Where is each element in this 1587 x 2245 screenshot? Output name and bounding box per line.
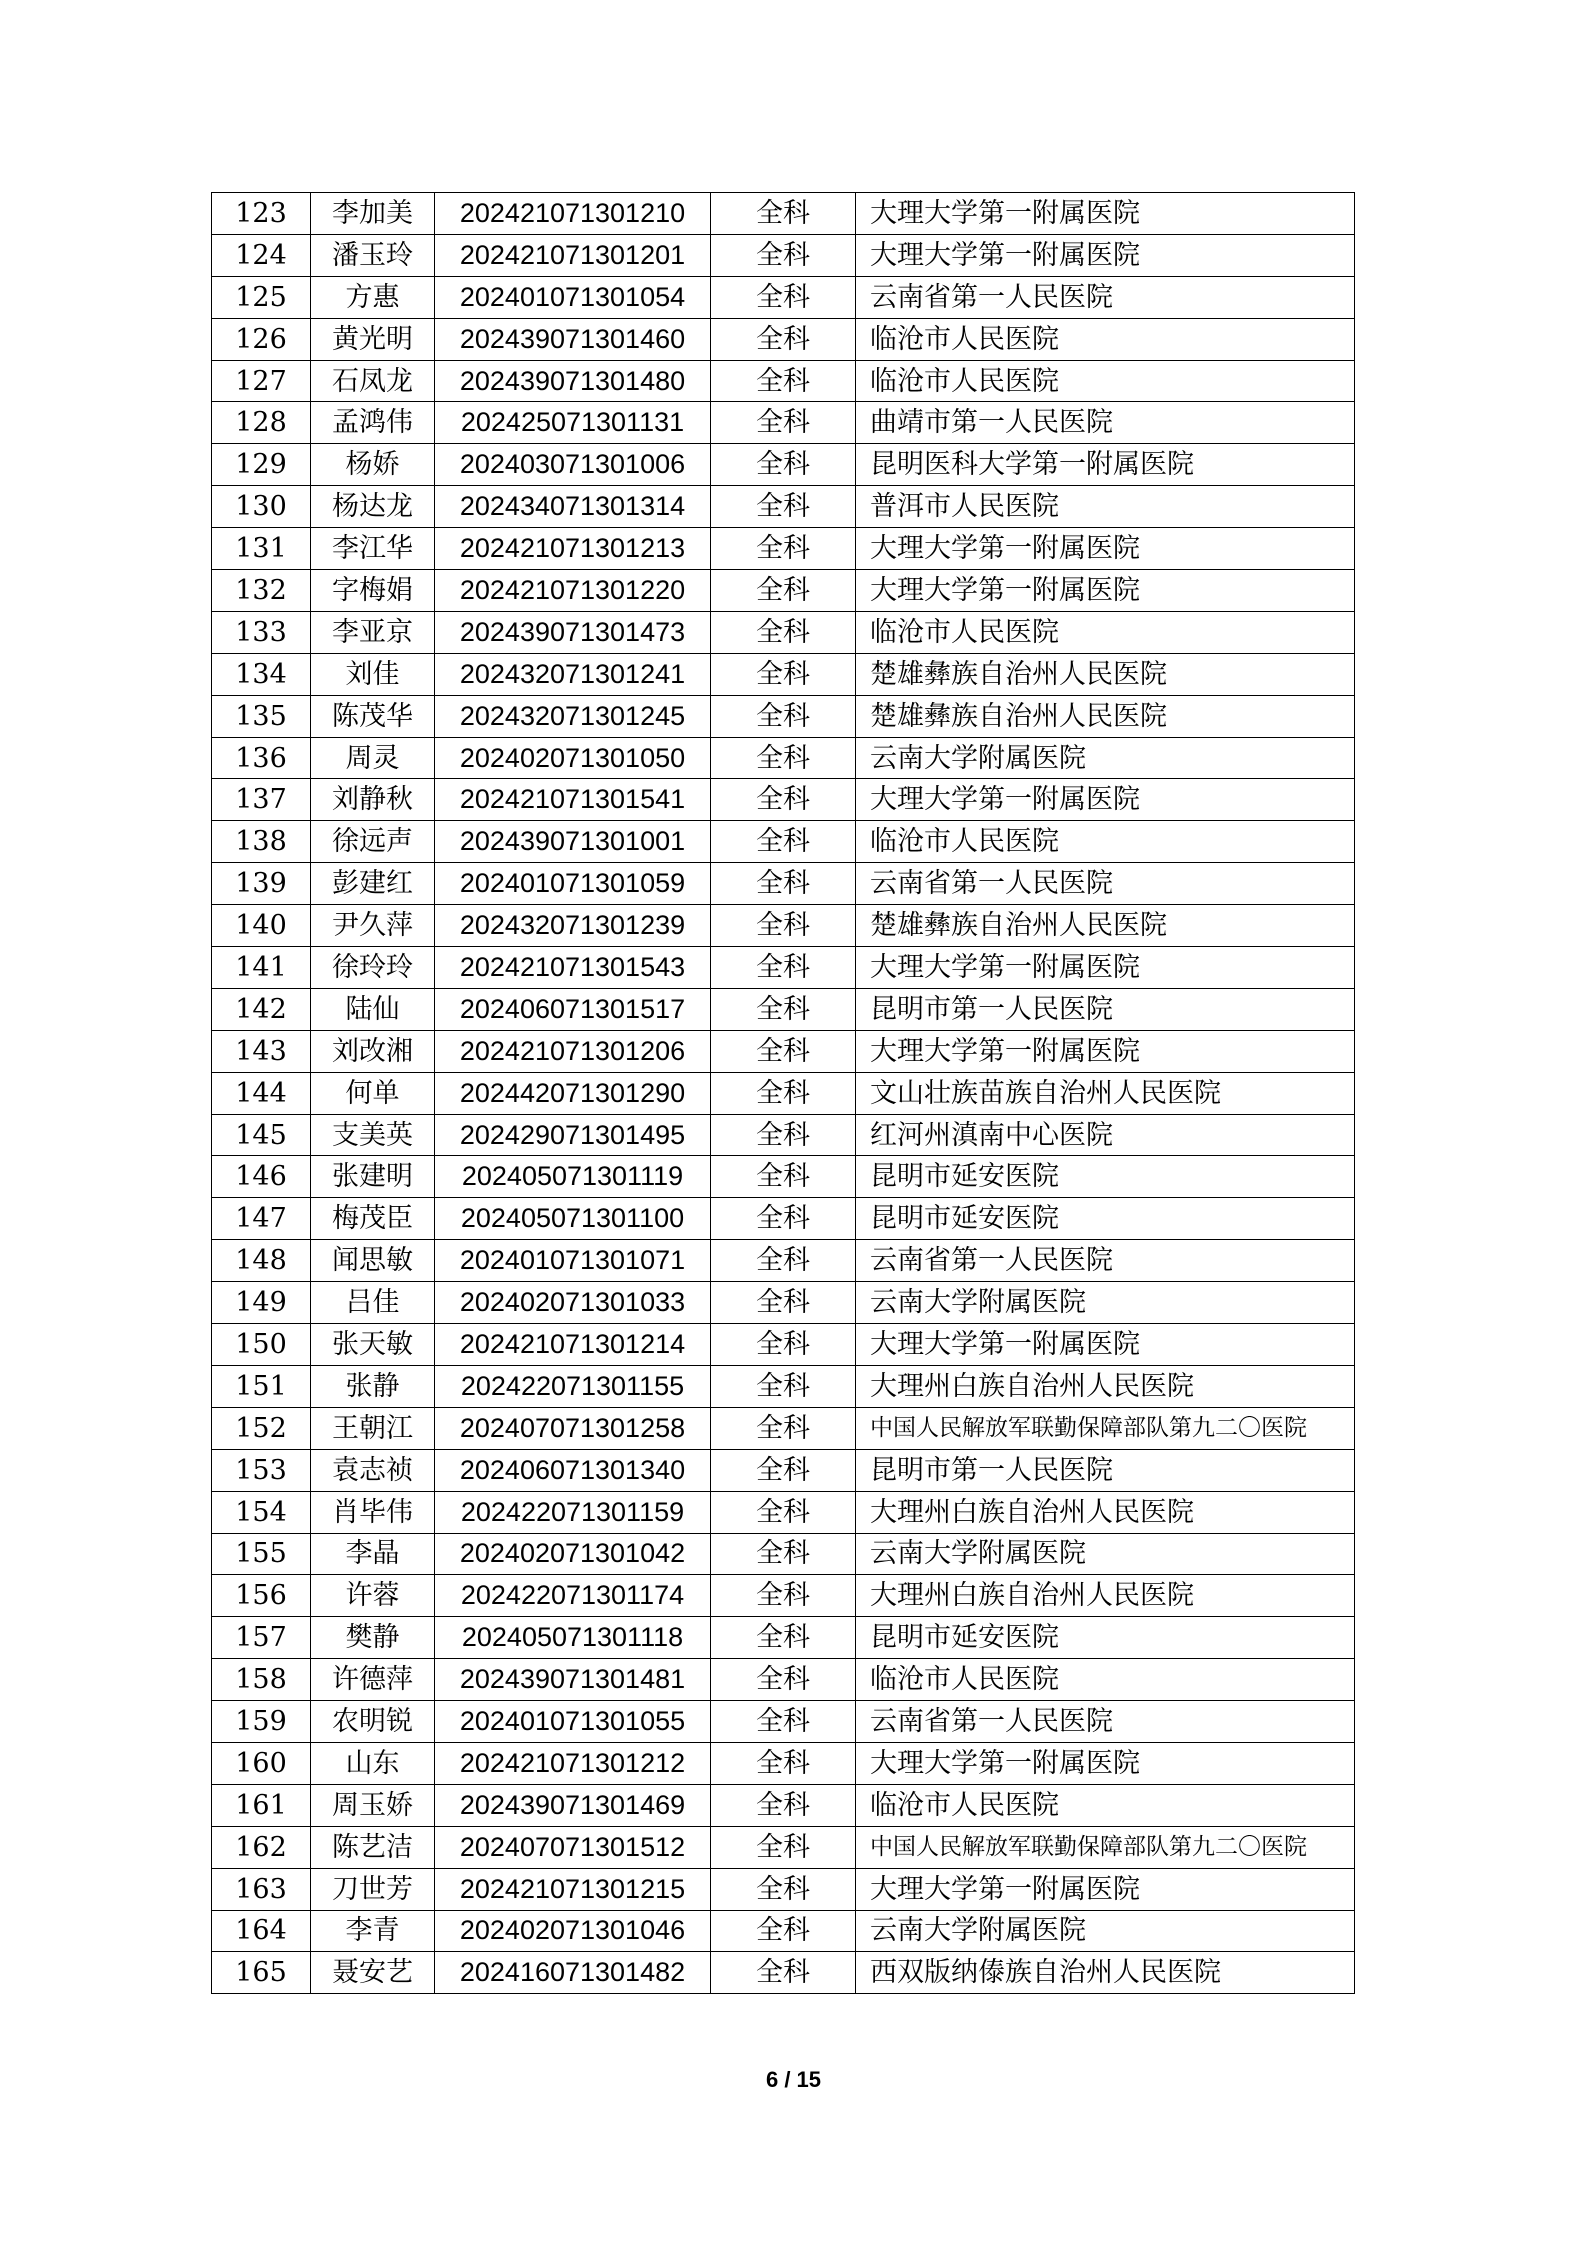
row-number-cell: 155 xyxy=(212,1533,311,1575)
department-cell: 全科 xyxy=(711,1575,856,1617)
department-cell: 全科 xyxy=(711,1114,856,1156)
name-cell: 陈艺洁 xyxy=(311,1826,435,1868)
hospital-cell: 临沧市人民医院 xyxy=(856,611,1355,653)
department-cell: 全科 xyxy=(711,1701,856,1743)
id-number-cell: 202422071301155 xyxy=(435,1365,711,1407)
table-row xyxy=(212,1533,1355,1575)
table-row xyxy=(212,1868,1355,1910)
department-cell: 全科 xyxy=(711,611,856,653)
id-number-cell: 202425071301131 xyxy=(435,402,711,444)
id-number-cell: 202439071301460 xyxy=(435,318,711,360)
table-row xyxy=(212,193,1355,235)
hospital-cell: 大理大学第一附属医院 xyxy=(856,1324,1355,1366)
id-number-cell: 202429071301495 xyxy=(435,1114,711,1156)
hospital-cell: 临沧市人民医院 xyxy=(856,1784,1355,1826)
row-number-cell: 130 xyxy=(212,486,311,528)
name-cell: 李青 xyxy=(311,1910,435,1952)
id-number-cell: 202402071301042 xyxy=(435,1533,711,1575)
table-row xyxy=(212,653,1355,695)
row-number-cell: 132 xyxy=(212,570,311,612)
table-row xyxy=(212,570,1355,612)
row-number-cell: 141 xyxy=(212,947,311,989)
id-number-cell: 202416071301482 xyxy=(435,1952,711,1994)
id-number-cell: 202401071301055 xyxy=(435,1701,711,1743)
id-number-cell: 202439071301469 xyxy=(435,1784,711,1826)
hospital-cell: 大理大学第一附属医院 xyxy=(856,234,1355,276)
department-cell: 全科 xyxy=(711,1533,856,1575)
department-cell: 全科 xyxy=(711,1826,856,1868)
hospital-cell: 中国人民解放军联勤保障部队第九二〇医院 xyxy=(856,1826,1355,1868)
department-cell: 全科 xyxy=(711,1617,856,1659)
row-number-cell: 138 xyxy=(212,821,311,863)
table-row xyxy=(212,1742,1355,1784)
row-number-cell: 162 xyxy=(212,1826,311,1868)
hospital-cell: 大理大学第一附属医院 xyxy=(856,947,1355,989)
row-number-cell: 139 xyxy=(212,863,311,905)
id-number-cell: 202432071301241 xyxy=(435,653,711,695)
id-number-cell: 202421071301212 xyxy=(435,1742,711,1784)
row-number-cell: 127 xyxy=(212,360,311,402)
name-cell: 许德萍 xyxy=(311,1659,435,1701)
hospital-cell: 昆明市延安医院 xyxy=(856,1156,1355,1198)
row-number-cell: 135 xyxy=(212,695,311,737)
name-cell: 张静 xyxy=(311,1365,435,1407)
name-cell: 石凤龙 xyxy=(311,360,435,402)
name-cell: 农明锐 xyxy=(311,1701,435,1743)
row-number-cell: 153 xyxy=(212,1449,311,1491)
hospital-cell: 红河州滇南中心医院 xyxy=(856,1114,1355,1156)
hospital-cell: 昆明市延安医院 xyxy=(856,1617,1355,1659)
department-cell: 全科 xyxy=(711,1491,856,1533)
hospital-cell: 云南省第一人民医院 xyxy=(856,276,1355,318)
roster-table xyxy=(211,192,1355,1994)
row-number-cell: 125 xyxy=(212,276,311,318)
name-cell: 陆仙 xyxy=(311,988,435,1030)
table-row xyxy=(212,1198,1355,1240)
name-cell: 李亚京 xyxy=(311,611,435,653)
id-number-cell: 202401071301071 xyxy=(435,1240,711,1282)
department-cell: 全科 xyxy=(711,1449,856,1491)
table-row xyxy=(212,444,1355,486)
table-row xyxy=(212,611,1355,653)
row-number-cell: 151 xyxy=(212,1365,311,1407)
hospital-cell: 楚雄彝族自治州人民医院 xyxy=(856,653,1355,695)
department-cell: 全科 xyxy=(711,1784,856,1826)
department-cell: 全科 xyxy=(711,360,856,402)
row-number-cell: 148 xyxy=(212,1240,311,1282)
name-cell: 尹久萍 xyxy=(311,905,435,947)
name-cell: 闻思敏 xyxy=(311,1240,435,1282)
row-number-cell: 146 xyxy=(212,1156,311,1198)
id-number-cell: 202421071301210 xyxy=(435,193,711,235)
id-number-cell: 202403071301006 xyxy=(435,444,711,486)
id-number-cell: 202421071301213 xyxy=(435,528,711,570)
name-cell: 潘玉玲 xyxy=(311,234,435,276)
table-row xyxy=(212,360,1355,402)
row-number-cell: 136 xyxy=(212,737,311,779)
hospital-cell: 大理州白族自治州人民医院 xyxy=(856,1575,1355,1617)
row-number-cell: 156 xyxy=(212,1575,311,1617)
department-cell: 全科 xyxy=(711,1868,856,1910)
id-number-cell: 202421071301206 xyxy=(435,1030,711,1072)
name-cell: 梅茂臣 xyxy=(311,1198,435,1240)
id-number-cell: 202432071301239 xyxy=(435,905,711,947)
table-row xyxy=(212,737,1355,779)
department-cell: 全科 xyxy=(711,737,856,779)
department-cell: 全科 xyxy=(711,528,856,570)
table-row xyxy=(212,1659,1355,1701)
id-number-cell: 202439071301001 xyxy=(435,821,711,863)
id-number-cell: 202439071301481 xyxy=(435,1659,711,1701)
table-row xyxy=(212,486,1355,528)
table-row xyxy=(212,1324,1355,1366)
table-row xyxy=(212,695,1355,737)
id-number-cell: 202407071301512 xyxy=(435,1826,711,1868)
id-number-cell: 202406071301517 xyxy=(435,988,711,1030)
department-cell: 全科 xyxy=(711,276,856,318)
id-number-cell: 202421071301215 xyxy=(435,1868,711,1910)
name-cell: 周灵 xyxy=(311,737,435,779)
table-row xyxy=(212,1240,1355,1282)
hospital-cell: 临沧市人民医院 xyxy=(856,318,1355,360)
hospital-cell: 大理大学第一附属医院 xyxy=(856,779,1355,821)
id-number-cell: 202405071301100 xyxy=(435,1198,711,1240)
row-number-cell: 163 xyxy=(212,1868,311,1910)
hospital-cell: 大理大学第一附属医院 xyxy=(856,570,1355,612)
hospital-cell: 云南省第一人民医院 xyxy=(856,1701,1355,1743)
department-cell: 全科 xyxy=(711,1030,856,1072)
table-row xyxy=(212,779,1355,821)
hospital-cell: 昆明医科大学第一附属医院 xyxy=(856,444,1355,486)
name-cell: 何单 xyxy=(311,1072,435,1114)
department-cell: 全科 xyxy=(711,1659,856,1701)
department-cell: 全科 xyxy=(711,570,856,612)
row-number-cell: 147 xyxy=(212,1198,311,1240)
id-number-cell: 202402071301050 xyxy=(435,737,711,779)
row-number-cell: 142 xyxy=(212,988,311,1030)
table-row xyxy=(212,1952,1355,1994)
id-number-cell: 202401071301054 xyxy=(435,276,711,318)
department-cell: 全科 xyxy=(711,1910,856,1952)
row-number-cell: 144 xyxy=(212,1072,311,1114)
table-row xyxy=(212,863,1355,905)
name-cell: 袁志祯 xyxy=(311,1449,435,1491)
hospital-cell: 云南省第一人民医院 xyxy=(856,863,1355,905)
id-number-cell: 202421071301201 xyxy=(435,234,711,276)
row-number-cell: 165 xyxy=(212,1952,311,1994)
hospital-cell: 临沧市人民医院 xyxy=(856,1659,1355,1701)
name-cell: 陈茂华 xyxy=(311,695,435,737)
name-cell: 肖毕伟 xyxy=(311,1491,435,1533)
id-number-cell: 202405071301119 xyxy=(435,1156,711,1198)
table-row xyxy=(212,1407,1355,1449)
name-cell: 李加美 xyxy=(311,193,435,235)
id-number-cell: 202432071301245 xyxy=(435,695,711,737)
row-number-cell: 149 xyxy=(212,1282,311,1324)
table-row xyxy=(212,234,1355,276)
name-cell: 黄光明 xyxy=(311,318,435,360)
row-number-cell: 134 xyxy=(212,653,311,695)
department-cell: 全科 xyxy=(711,988,856,1030)
department-cell: 全科 xyxy=(711,1156,856,1198)
department-cell: 全科 xyxy=(711,486,856,528)
roster-table-body xyxy=(212,193,1355,1994)
id-number-cell: 202439071301473 xyxy=(435,611,711,653)
id-number-cell: 202402071301033 xyxy=(435,1282,711,1324)
row-number-cell: 123 xyxy=(212,193,311,235)
department-cell: 全科 xyxy=(711,1324,856,1366)
name-cell: 孟鸿伟 xyxy=(311,402,435,444)
hospital-cell: 中国人民解放军联勤保障部队第九二〇医院 xyxy=(856,1407,1355,1449)
department-cell: 全科 xyxy=(711,1365,856,1407)
hospital-cell: 西双版纳傣族自治州人民医院 xyxy=(856,1952,1355,1994)
name-cell: 李江华 xyxy=(311,528,435,570)
table-row xyxy=(212,1156,1355,1198)
name-cell: 杨达龙 xyxy=(311,486,435,528)
table-row xyxy=(212,318,1355,360)
table-row xyxy=(212,821,1355,863)
name-cell: 支美英 xyxy=(311,1114,435,1156)
table-row xyxy=(212,947,1355,989)
name-cell: 方惠 xyxy=(311,276,435,318)
department-cell: 全科 xyxy=(711,1952,856,1994)
row-number-cell: 150 xyxy=(212,1324,311,1366)
table-row xyxy=(212,988,1355,1030)
name-cell: 张天敏 xyxy=(311,1324,435,1366)
table-row xyxy=(212,402,1355,444)
hospital-cell: 文山壮族苗族自治州人民医院 xyxy=(856,1072,1355,1114)
department-cell: 全科 xyxy=(711,402,856,444)
id-number-cell: 202405071301118 xyxy=(435,1617,711,1659)
row-number-cell: 154 xyxy=(212,1491,311,1533)
department-cell: 全科 xyxy=(711,863,856,905)
row-number-cell: 140 xyxy=(212,905,311,947)
table-row xyxy=(212,1282,1355,1324)
hospital-cell: 大理州白族自治州人民医院 xyxy=(856,1491,1355,1533)
table-row xyxy=(212,1365,1355,1407)
table-row xyxy=(212,1910,1355,1952)
page-number: 6 / 15 xyxy=(765,2067,822,2092)
table-row xyxy=(212,1784,1355,1826)
id-number-cell: 202422071301174 xyxy=(435,1575,711,1617)
row-number-cell: 143 xyxy=(212,1030,311,1072)
row-number-cell: 164 xyxy=(212,1910,311,1952)
department-cell: 全科 xyxy=(711,821,856,863)
id-number-cell: 202402071301046 xyxy=(435,1910,711,1952)
department-cell: 全科 xyxy=(711,905,856,947)
hospital-cell: 大理大学第一附属医院 xyxy=(856,1868,1355,1910)
department-cell: 全科 xyxy=(711,234,856,276)
department-cell: 全科 xyxy=(711,1742,856,1784)
department-cell: 全科 xyxy=(711,318,856,360)
name-cell: 聂安艺 xyxy=(311,1952,435,1994)
hospital-cell: 云南大学附属医院 xyxy=(856,737,1355,779)
department-cell: 全科 xyxy=(711,947,856,989)
hospital-cell: 大理大学第一附属医院 xyxy=(856,1030,1355,1072)
hospital-cell: 临沧市人民医院 xyxy=(856,821,1355,863)
id-number-cell: 202422071301159 xyxy=(435,1491,711,1533)
row-number-cell: 157 xyxy=(212,1617,311,1659)
table-row xyxy=(212,276,1355,318)
hospital-cell: 云南大学附属医院 xyxy=(856,1910,1355,1952)
hospital-cell: 大理大学第一附属医院 xyxy=(856,193,1355,235)
id-number-cell: 202421071301214 xyxy=(435,1324,711,1366)
hospital-cell: 楚雄彝族自治州人民医院 xyxy=(856,695,1355,737)
name-cell: 山东 xyxy=(311,1742,435,1784)
hospital-cell: 昆明市第一人民医院 xyxy=(856,988,1355,1030)
department-cell: 全科 xyxy=(711,444,856,486)
hospital-cell: 大理大学第一附属医院 xyxy=(856,1742,1355,1784)
hospital-cell: 昆明市延安医院 xyxy=(856,1198,1355,1240)
table-row xyxy=(212,1826,1355,1868)
department-cell: 全科 xyxy=(711,695,856,737)
table-row xyxy=(212,1491,1355,1533)
name-cell: 字梅娟 xyxy=(311,570,435,612)
table-row xyxy=(212,1114,1355,1156)
hospital-cell: 临沧市人民医院 xyxy=(856,360,1355,402)
table-row xyxy=(212,1449,1355,1491)
department-cell: 全科 xyxy=(711,1282,856,1324)
table-row xyxy=(212,1617,1355,1659)
row-number-cell: 158 xyxy=(212,1659,311,1701)
name-cell: 徐远声 xyxy=(311,821,435,863)
id-number-cell: 202421071301220 xyxy=(435,570,711,612)
name-cell: 刘改湘 xyxy=(311,1030,435,1072)
hospital-cell: 普洱市人民医院 xyxy=(856,486,1355,528)
row-number-cell: 152 xyxy=(212,1407,311,1449)
row-number-cell: 159 xyxy=(212,1701,311,1743)
name-cell: 刘静秋 xyxy=(311,779,435,821)
hospital-cell: 云南省第一人民医院 xyxy=(856,1240,1355,1282)
department-cell: 全科 xyxy=(711,1198,856,1240)
id-number-cell: 202442071301290 xyxy=(435,1072,711,1114)
row-number-cell: 145 xyxy=(212,1114,311,1156)
id-number-cell: 202421071301541 xyxy=(435,779,711,821)
department-cell: 全科 xyxy=(711,1240,856,1282)
hospital-cell: 楚雄彝族自治州人民医院 xyxy=(856,905,1355,947)
row-number-cell: 160 xyxy=(212,1742,311,1784)
department-cell: 全科 xyxy=(711,653,856,695)
hospital-cell: 昆明市第一人民医院 xyxy=(856,1449,1355,1491)
hospital-cell: 云南大学附属医院 xyxy=(856,1533,1355,1575)
name-cell: 徐玲玲 xyxy=(311,947,435,989)
row-number-cell: 129 xyxy=(212,444,311,486)
row-number-cell: 124 xyxy=(212,234,311,276)
name-cell: 刀世芳 xyxy=(311,1868,435,1910)
row-number-cell: 128 xyxy=(212,402,311,444)
table-row xyxy=(212,1030,1355,1072)
department-cell: 全科 xyxy=(711,193,856,235)
table-row xyxy=(212,1072,1355,1114)
name-cell: 刘佳 xyxy=(311,653,435,695)
hospital-cell: 大理大学第一附属医院 xyxy=(856,528,1355,570)
table-row xyxy=(212,905,1355,947)
name-cell: 许蓉 xyxy=(311,1575,435,1617)
hospital-cell: 云南大学附属医院 xyxy=(856,1282,1355,1324)
id-number-cell: 202407071301258 xyxy=(435,1407,711,1449)
department-cell: 全科 xyxy=(711,1072,856,1114)
hospital-cell: 曲靖市第一人民医院 xyxy=(856,402,1355,444)
table-row xyxy=(212,1701,1355,1743)
name-cell: 张建明 xyxy=(311,1156,435,1198)
department-cell: 全科 xyxy=(711,779,856,821)
hospital-cell: 大理州白族自治州人民医院 xyxy=(856,1365,1355,1407)
table-row xyxy=(212,1575,1355,1617)
row-number-cell: 137 xyxy=(212,779,311,821)
row-number-cell: 131 xyxy=(212,528,311,570)
id-number-cell: 202434071301314 xyxy=(435,486,711,528)
table-row xyxy=(212,528,1355,570)
name-cell: 吕佳 xyxy=(311,1282,435,1324)
name-cell: 李晶 xyxy=(311,1533,435,1575)
department-cell: 全科 xyxy=(711,1407,856,1449)
row-number-cell: 126 xyxy=(212,318,311,360)
row-number-cell: 133 xyxy=(212,611,311,653)
id-number-cell: 202421071301543 xyxy=(435,947,711,989)
id-number-cell: 202406071301340 xyxy=(435,1449,711,1491)
name-cell: 王朝江 xyxy=(311,1407,435,1449)
row-number-cell: 161 xyxy=(212,1784,311,1826)
id-number-cell: 202401071301059 xyxy=(435,863,711,905)
name-cell: 樊静 xyxy=(311,1617,435,1659)
name-cell: 周玉娇 xyxy=(311,1784,435,1826)
id-number-cell: 202439071301480 xyxy=(435,360,711,402)
name-cell: 彭建红 xyxy=(311,863,435,905)
name-cell: 杨娇 xyxy=(311,444,435,486)
